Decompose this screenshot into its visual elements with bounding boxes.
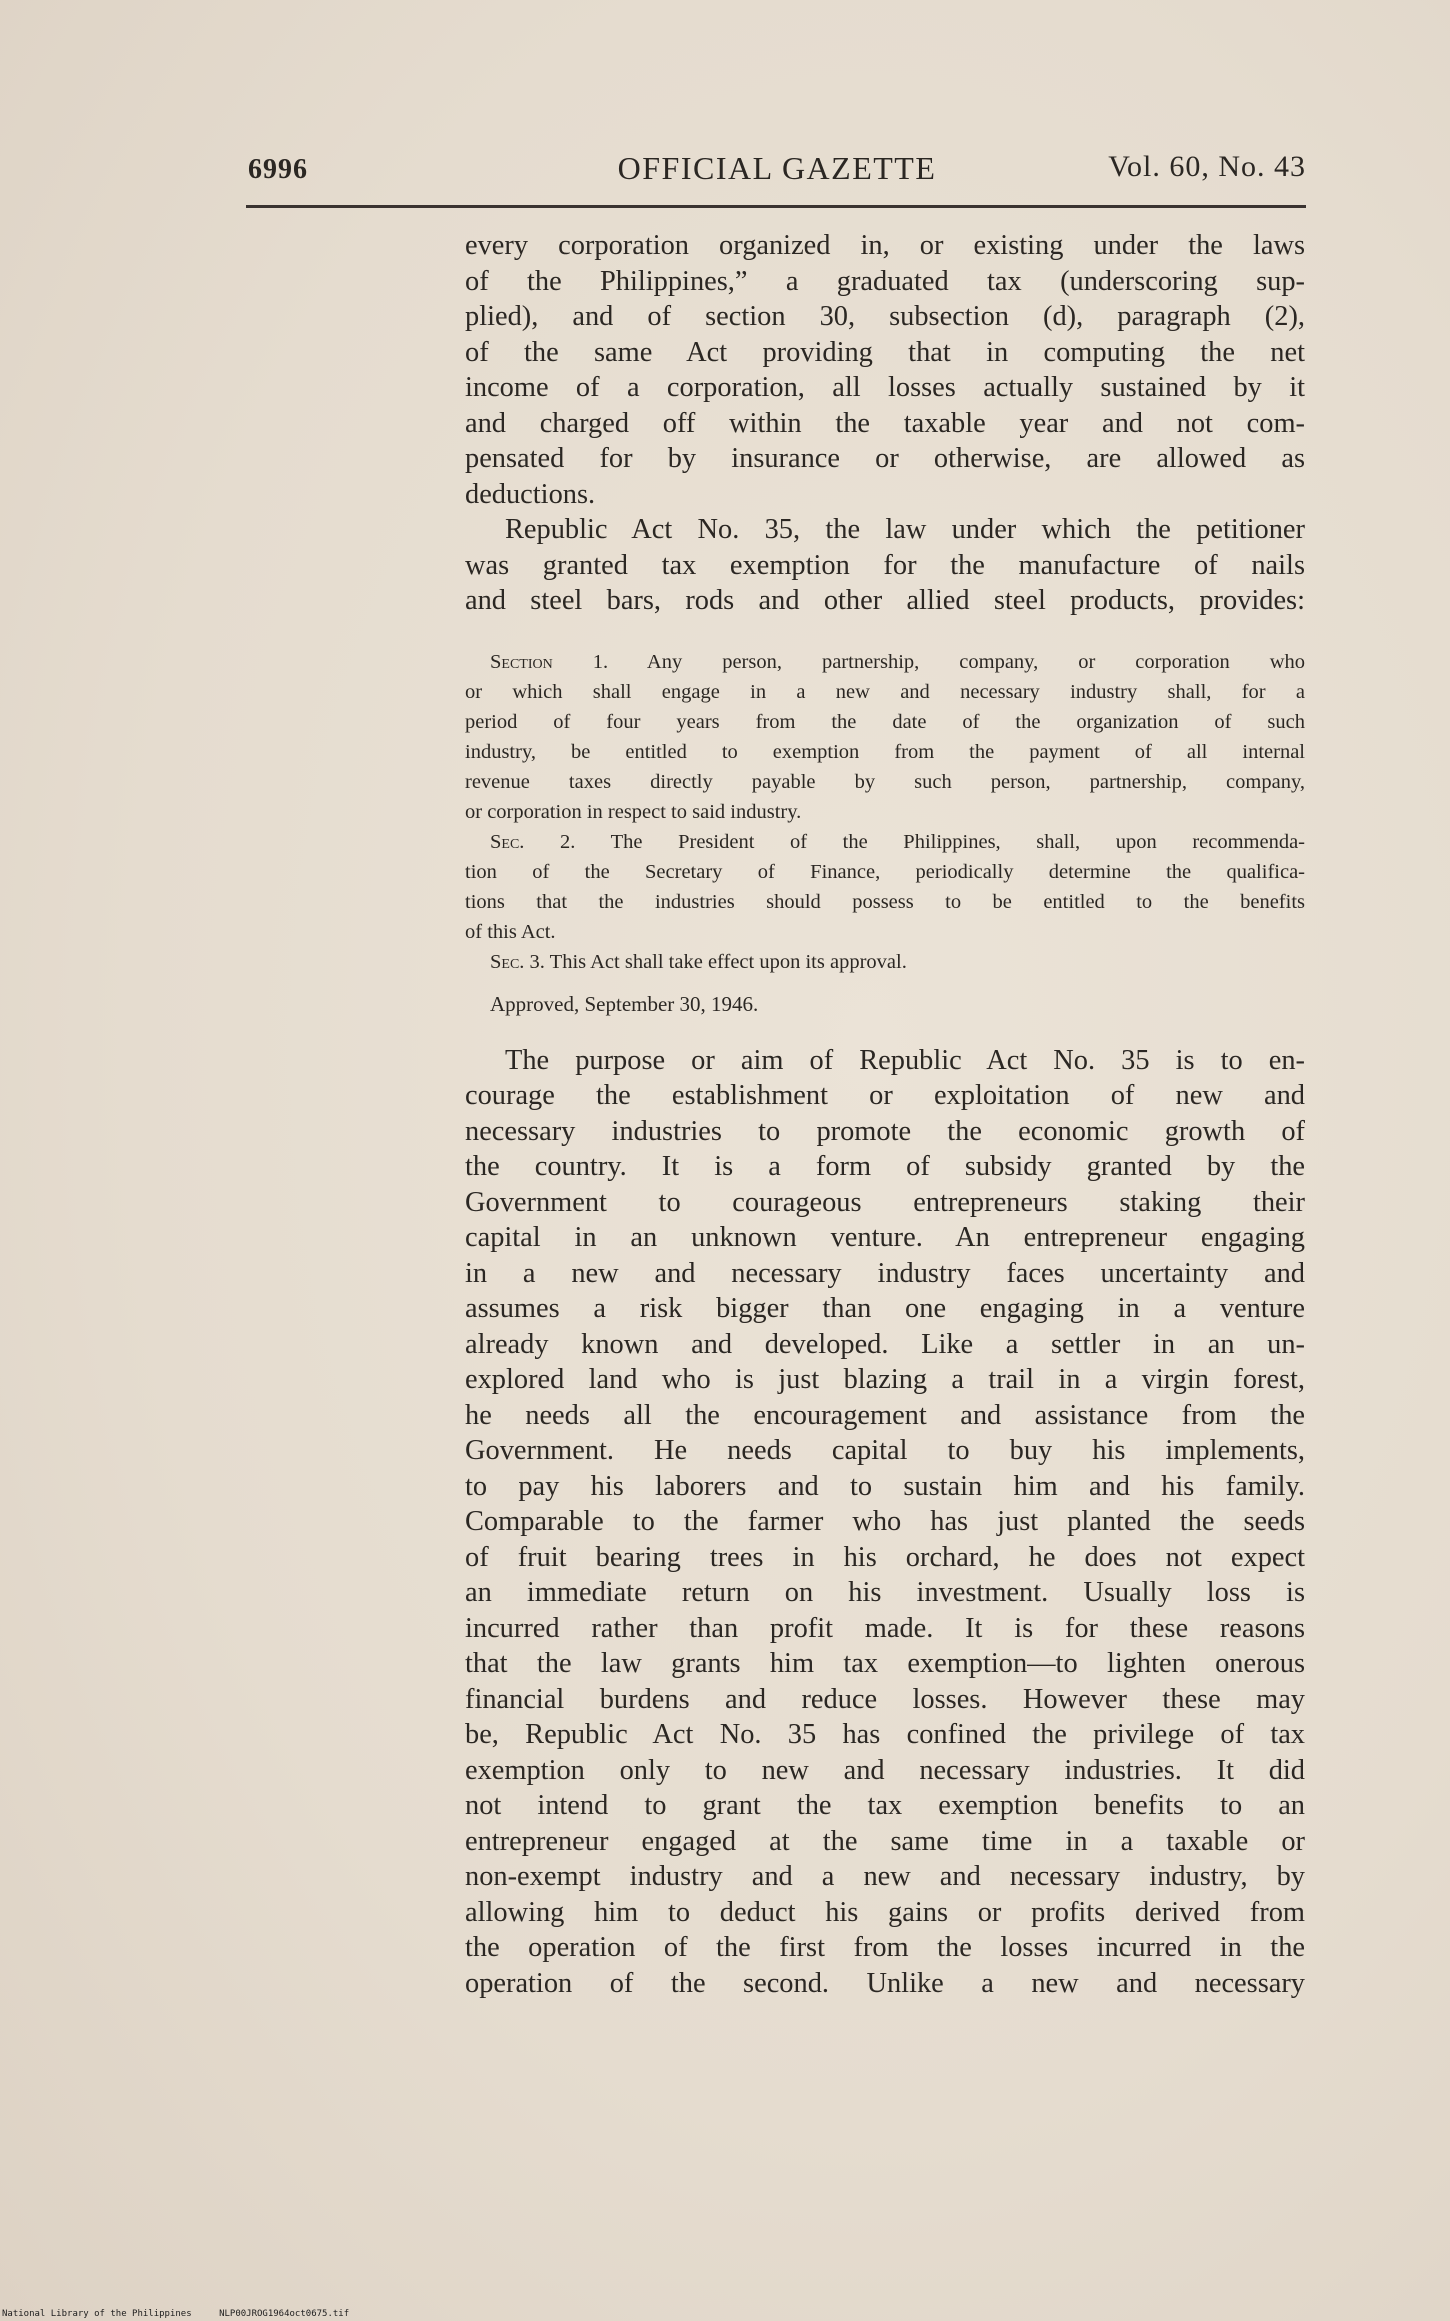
section-label: Sec. — [490, 950, 525, 973]
text-line: or corporation in respect to said industry. — [465, 800, 802, 823]
text-line: operation of the second. Unlike a new and necessary — [465, 1967, 1305, 1999]
text-line: that the law grants him tax exemption—to lighten onerous — [465, 1648, 1305, 1679]
text-line: Comparable to the farmer who has just planted the seeds — [465, 1506, 1305, 1537]
text-line: Sec. 3. This Act shall take effect upon its approval. — [490, 950, 907, 973]
scan-footer — [2, 2309, 371, 2319]
text-line: financial burdens and reduce losses. However these may — [465, 1683, 1305, 1715]
text-line: non-exempt industry and a new and necessary industry, by — [465, 1861, 1305, 1892]
text-line: or which shall engage in a new and necessary industry shall, for a — [465, 680, 1305, 703]
page-header — [248, 150, 1306, 190]
text-line: tion of the Secretary of Finance, periodically determine the qualifica- — [465, 860, 1305, 883]
text-line: Sec. 2. The President of the Philippines, shall, upon recommenda- — [490, 830, 1306, 853]
section-label: Sec. — [490, 830, 525, 853]
statute-section-1 — [465, 647, 1305, 827]
statute-section-3 — [465, 947, 1305, 977]
text-line: exemption only to new and necessary industries. It did — [465, 1754, 1305, 1786]
text-line: be, Republic Act No. 35 has confined the privilege of tax — [465, 1719, 1305, 1750]
text-line: courage the establishment or exploitation of new and — [465, 1080, 1305, 1111]
text-line: of fruit bearing trees in his orchard, he does not expect — [465, 1541, 1305, 1573]
approval-date: Approved, September 30, 1946. — [490, 991, 759, 1016]
text-line: of the Philippines,” a graduated tax (underscoring sup- — [465, 265, 1305, 297]
library-credit: National Library of the Philippines — [2, 2309, 192, 2319]
text-line: The purpose or aim of Republic Act No. 35 is to en- — [505, 1044, 1305, 1076]
text-line: plied), and of section 30, subsection (d), paragraph (2), — [465, 301, 1305, 332]
text-line: pensated for by insurance or otherwise, are allowed as — [465, 443, 1305, 474]
text-line: and steel bars, rods and other allied steel products, provides: — [465, 585, 1305, 616]
text-line: every corporation organized in, or existing under the laws — [465, 230, 1305, 261]
text-line: deductions. — [465, 478, 596, 510]
text-line: the operation of the first from the losses incurred in the — [465, 1932, 1305, 1963]
paragraph-continued — [465, 228, 1305, 512]
text-line: an immediate return on his investment. Usually loss is — [465, 1577, 1305, 1608]
text-line: capital in an unknown venture. An entrepreneur engaging — [465, 1222, 1305, 1253]
text-line: incurred rather than profit made. It is for these reasons — [465, 1612, 1305, 1644]
paragraph-purpose — [465, 1043, 1305, 2002]
text-line: allowing him to deduct his gains or profits derived from — [465, 1896, 1305, 1928]
text-line: of the same Act providing that in computing the net — [465, 336, 1305, 368]
article-body — [465, 228, 1305, 2001]
statute-section-2 — [465, 827, 1305, 947]
text-line: already known and developed. Like a settler in an un- — [465, 1328, 1305, 1360]
publication-title: OFFICIAL GAZETTE — [617, 150, 937, 186]
page-number: 6996 — [248, 154, 308, 185]
scan-filename: NLP00JROG1964oct0675.tif — [219, 2309, 350, 2319]
text-line: not intend to grant the tax exemption benefits to an — [465, 1790, 1305, 1821]
section-label: Section — [490, 650, 553, 673]
text-line: tions that the industries should possess to be entitled to the benefits — [465, 890, 1305, 913]
text-line: period of four years from the date of the organization of such — [465, 710, 1305, 733]
text-line: assumes a risk bigger than one engaging in a venture — [465, 1293, 1305, 1324]
text-line: industry, be entitled to exemption from the payment of all internal — [465, 740, 1305, 763]
text-line: of this Act. — [465, 920, 556, 943]
text-line: he needs all the encouragement and assistance from the — [465, 1399, 1305, 1431]
text-line: Republic Act No. 35, the law under which the petitioner — [505, 514, 1305, 545]
text-line: entrepreneur engaged at the same time in a taxable or — [465, 1825, 1305, 1857]
text-line: income of a corporation, all losses actually sustained by it — [465, 372, 1305, 403]
text-line: explored land who is just blazing a trail in a virgin forest, — [465, 1364, 1305, 1395]
paragraph-republic-act — [465, 512, 1305, 619]
text-line: to pay his laborers and to sustain him and his family. — [465, 1470, 1305, 1502]
header-rule — [246, 205, 1306, 208]
text-line: Government to courageous entrepreneurs staking their — [465, 1186, 1305, 1218]
text-line: the country. It is a form of subsidy granted by the — [465, 1151, 1305, 1182]
text-line: in a new and necessary industry faces uncertainty and — [465, 1257, 1305, 1289]
text-line: Government. He needs capital to buy his implements, — [465, 1435, 1305, 1466]
text-line: necessary industries to promote the economic growth of — [465, 1115, 1305, 1147]
quoted-statute — [465, 647, 1305, 1019]
text-line: revenue taxes directly payable by such person, partnership, company, — [465, 770, 1305, 793]
text-line: Section 1. Any person, partnership, company, or corporation who — [490, 650, 1306, 673]
text-line: was granted tax exemption for the manufacture of nails — [465, 549, 1305, 581]
text-line: and charged off within the taxable year and not com- — [465, 407, 1305, 439]
volume-issue: Vol. 60, No. 43 — [1108, 150, 1306, 183]
